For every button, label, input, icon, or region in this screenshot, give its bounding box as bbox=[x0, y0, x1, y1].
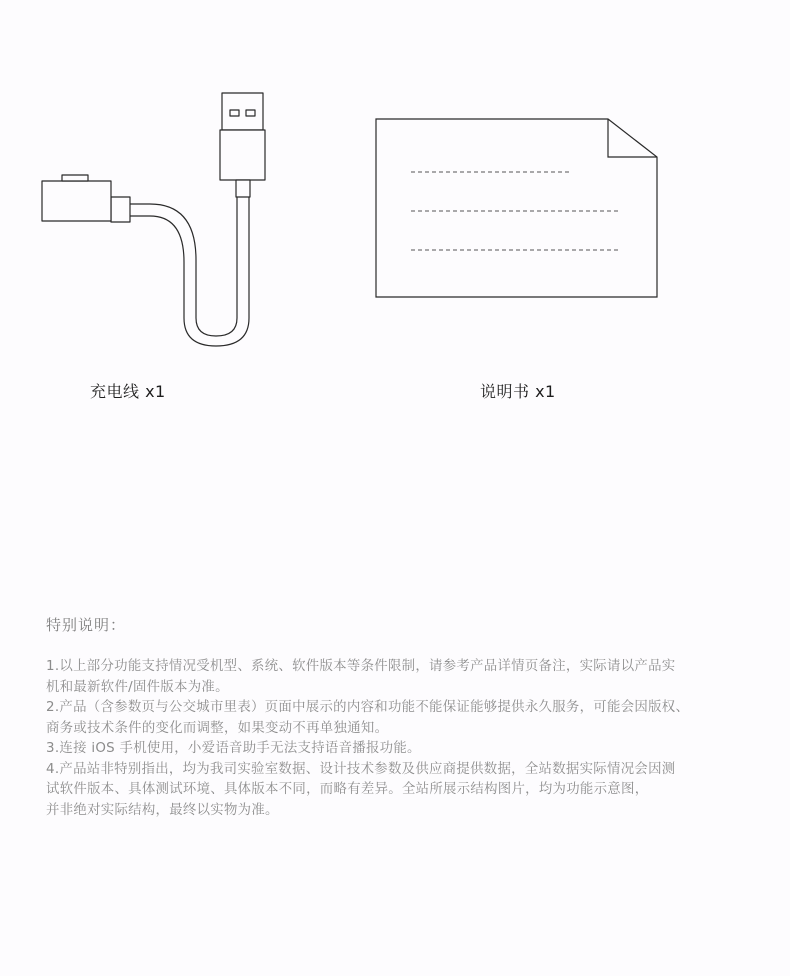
note-line: 1.以上部分功能支持情况受机型、系统、软件版本等条件限制，请参考产品详情页备注，实际请以产品实 bbox=[46, 659, 676, 674]
charging-cable-icon bbox=[42, 93, 265, 346]
note-line: 4.产品站非特别指出，均为我司实验室数据、设计技术参数及供应商提供数据，全站数据实际情况会因测 bbox=[46, 761, 676, 777]
note-line: 并非绝对实际结构，最终以实物为准。 bbox=[46, 802, 279, 818]
note-line: 商务或技术条件的变化而调整，如果变动不再单独通知。 bbox=[46, 720, 389, 736]
manual-document-icon bbox=[376, 119, 657, 297]
charging-cable-caption: 充电线 x1 bbox=[90, 382, 166, 401]
note-line: 机和最新软件/固件版本为准。 bbox=[46, 679, 229, 695]
note-line: 试软件版本、具体测试环境、具体版本不同，而略有差异。全站所展示结构图片，均为功能示意图， bbox=[46, 782, 649, 797]
notes-title: 特别说明： bbox=[46, 616, 127, 634]
special-notes bbox=[46, 614, 746, 821]
manual-caption: 说明书 x1 bbox=[480, 382, 556, 401]
package-contents-illustration bbox=[0, 0, 790, 360]
note-line: 2.产品（含参数页与公交城市里表）页面中展示的内容和功能不能保证能够提供永久服务，可能会因版权、 bbox=[46, 700, 690, 715]
note-line: 3.连接 iOS 手机使用，小爱语音助手无法支持语音播报功能。 bbox=[46, 741, 421, 756]
